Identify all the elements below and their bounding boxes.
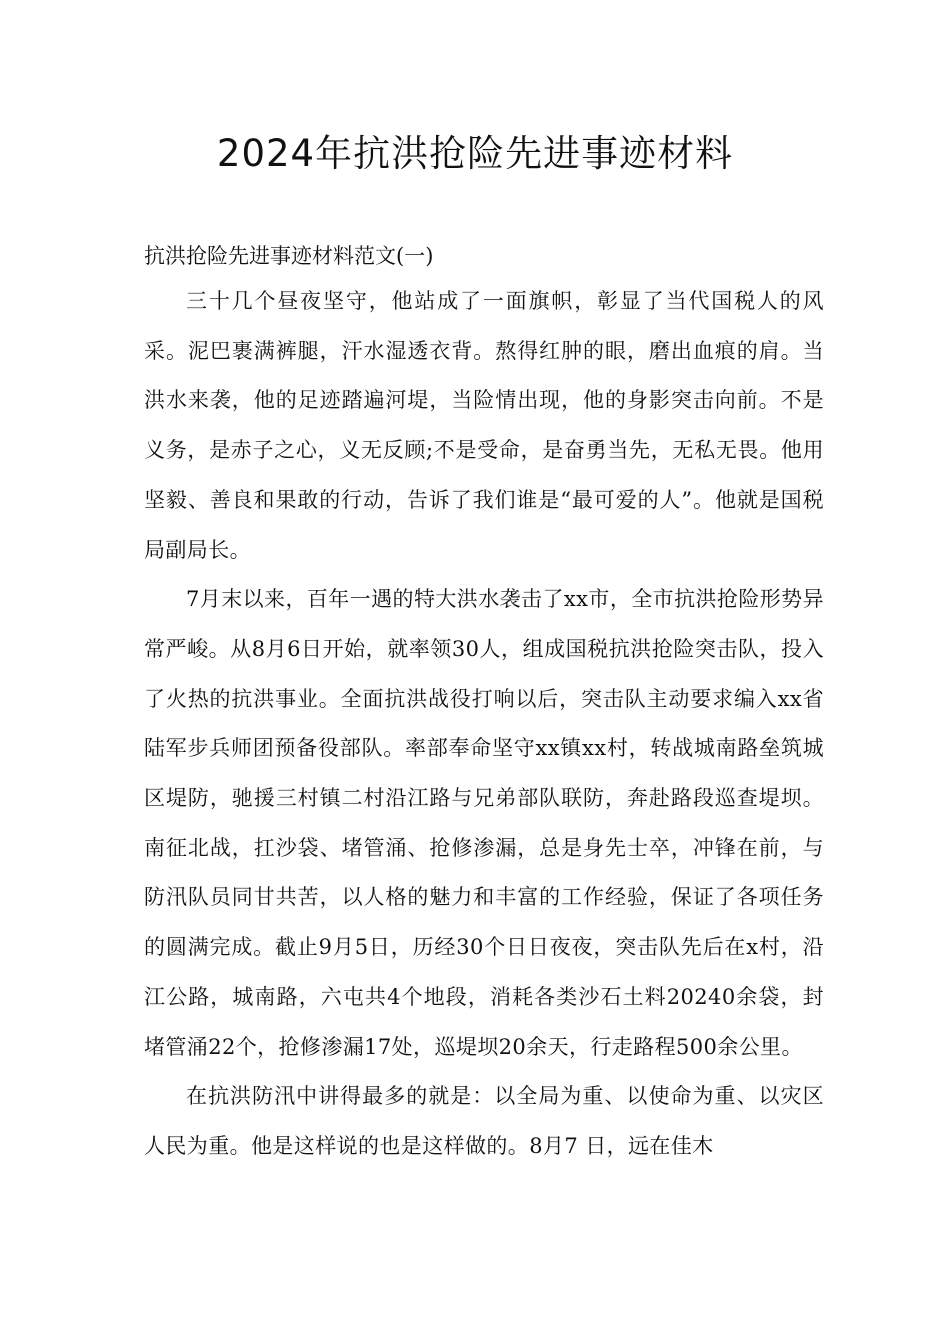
paragraph-3: 在抗洪防汛中讲得最多的就是：以全局为重、以使命为重、以灾区人民为重。他是这样说的也是这样做的。8月7 日，远在佳木 <box>144 1084 824 1158</box>
paragraph-2: 7月末以来，百年一遇的特大洪水袭击了xx市，全市抗洪抢险形势异常严峻。从8月6日开始，就率领30人，组成国税抗洪抢险突击队，投入了火热的抗洪事业。全面抗洪战役打响以后，突击队主动要求编入xx省陆军步兵师团预备役部队。率部奉命坚守xx镇xx村，转战城南路垒筑城区堤防，驰援三村镇二村沿江路与兄弟部队联防，奔赴路段巡查堤坝。南征北战，扛沙袋、堵管涌、抢修渗漏，总是身先士卒，冲锋在前，与防汛队员同甘共苦，以人格的魅力和丰富的工作经验，保证了各项任务的圆满完成。截止9月5日，历经30个日日夜夜，突击队先后在x村，沿江公路，城南路，六屯共4个地段，消耗各类沙石土料20240余袋，封堵管涌22个，抢修渗漏17处，巡堤坝20余天，行走路程500余公里。 <box>144 587 824 1059</box>
document-body <box>144 277 824 1172</box>
document-subtitle: 抗洪抢险先进事迹材料范文(一) <box>144 244 434 268</box>
document-title: 2024年抗洪抢险先进事迹材料 <box>216 132 734 175</box>
paragraph-1: 三十几个昼夜坚守，他站成了一面旗帜，彰显了当代国税人的风采。泥巴裹满裤腿，汗水湿透衣背。熬得红肿的眼，磨出血痕的肩。当洪水来袭，他的足迹踏遍河堤，当险情出现，他的身影突击向前。不是义务，是赤子之心，义无反顾;不是受命，是奋勇当先，无私无畏。他用坚毅、善良和果敢的行动，告诉了我们谁是“最可爱的人”。他就是国税局副局长。 <box>144 289 824 562</box>
